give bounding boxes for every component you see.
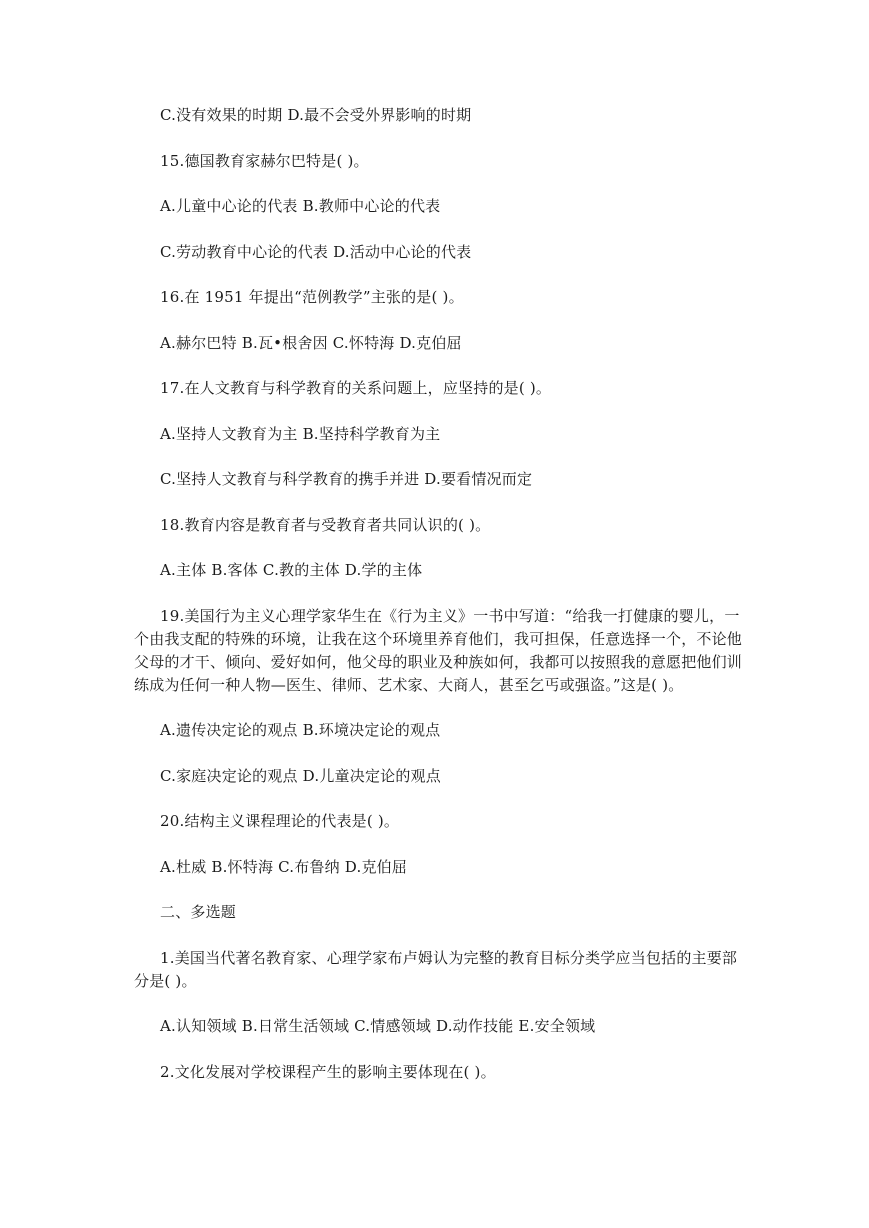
option-line: A.杜威 B.怀特海 C.布鲁纳 D.克伯屈 — [160, 858, 408, 876]
question-line: 17.在人文教育与科学教育的关系问题上，应坚持的是( )。 — [160, 379, 552, 397]
question-line: 16.在 1951 年提出“范例教学”主张的是( )。 — [160, 288, 464, 306]
question-line: 15.德国教育家赫尔巴特是( )。 — [160, 152, 369, 170]
option-line: A.赫尔巴特 B.瓦•根舍因 C.怀特海 D.克伯屈 — [160, 334, 462, 352]
section-heading: 二、多选题 — [160, 903, 237, 921]
option-line: A.儿童中心论的代表 B.教师中心论的代表 — [160, 197, 441, 215]
question-line: 2.文化发展对学校课程产生的影响主要体现在( )。 — [160, 1063, 496, 1081]
question-19-line-4: 练成为任何一种人物—医生、律师、艺术家、大商人，甚至乞丐或强盗。”这是( )。 — [134, 676, 684, 694]
question-line: 20.结构主义课程理论的代表是( )。 — [160, 812, 400, 830]
question-line: 18.教育内容是教育者与受教育者共同认识的( )。 — [160, 516, 491, 534]
multi-question-1-line-1: 1.美国当代著名教育家、心理学家布卢姆认为完整的教育目标分类学应当包括的主要部 — [160, 949, 738, 967]
option-line: A.认知领域 B.日常生活领域 C.情感领域 D.动作技能 E.安全领域 — [160, 1017, 596, 1035]
option-line: C.没有效果的时期 D.最不会受外界影响的时期 — [160, 106, 472, 124]
question-19-line-3: 父母的才干、倾向、爱好如何，他父母的职业及种族如何，我都可以按照我的意愿把他们训 — [134, 653, 743, 671]
multi-question-1-line-2: 分是( )。 — [134, 972, 197, 990]
option-line: A.坚持人文教育为主 B.坚持科学教育为主 — [160, 425, 441, 443]
question-19-line-1: 19.美国行为主义心理学家华生在《行为主义》一书中写道：“给我一打健康的婴儿，一 — [160, 607, 740, 625]
option-line: C.家庭决定论的观点 D.儿童决定论的观点 — [160, 767, 441, 785]
option-line: A.主体 B.客体 C.教的主体 D.学的主体 — [160, 561, 423, 579]
option-line: C.坚持人文教育与科学教育的携手并进 D.要看情况而定 — [160, 470, 533, 488]
question-19-line-2: 个由我支配的特殊的环境，让我在这个环境里养育他们，我可担保，任意选择一个，不论他 — [134, 630, 743, 648]
option-line: A.遗传决定论的观点 B.环境决定论的观点 — [160, 721, 441, 739]
option-line: C.劳动教育中心论的代表 D.活动中心论的代表 — [160, 243, 472, 261]
